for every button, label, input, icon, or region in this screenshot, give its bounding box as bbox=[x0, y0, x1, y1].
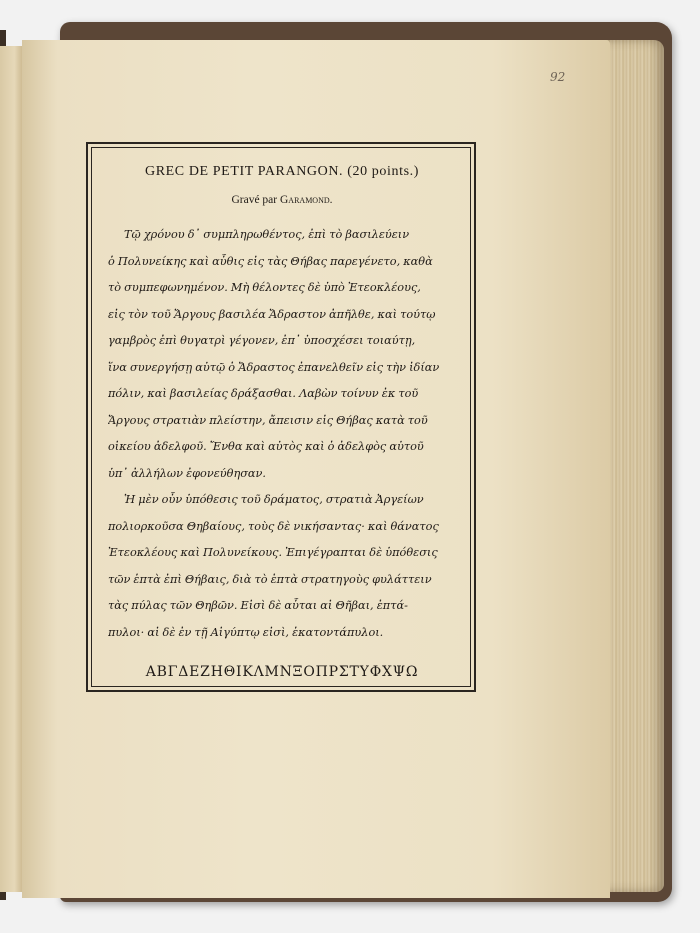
text-line: οἰκείου ἀδελφοῦ. Ἔνθα καὶ αὐτὸς καὶ ὁ ἀδελφὸς αὐτοῦ bbox=[108, 440, 424, 453]
text-line: τὸ συμπεφωνημένον. Μὴ θέλοντες δὲ ὑπὸ Ἐτεοκλέους, bbox=[108, 281, 421, 294]
specimen-title: GREC DE PETIT PARANGON. (20 points.) bbox=[144, 164, 419, 179]
text-line: πολιορκοῦσα Θηβαίους, τοὺς δὲ νικήσαντας· καὶ θάνατος bbox=[108, 519, 439, 533]
subtitle-prefix: Gravé par bbox=[231, 194, 278, 206]
greek-text-block bbox=[108, 222, 456, 646]
specimen-subtitle bbox=[108, 192, 456, 208]
text-line: ἵνα συνεργήσῃ αὐτῷ ὁ Ἄδραστος ἐπανελθεῖν εἰς τὴν ἰδίαν bbox=[108, 360, 440, 374]
text-line: γαμβρὸς ἐπὶ θυγατρὶ γέγονεν, ἐπ᾽ ὑποσχέσει τοιαύτῃ, bbox=[108, 334, 416, 347]
specimen-frame bbox=[86, 142, 476, 692]
text-line: τὰς πύλας τῶν Θηβῶν. Εἰσὶ δὲ αὗται αἱ Θῆβαι, ἑπτά- bbox=[108, 599, 408, 612]
text-line: τῶν ἑπτὰ ἐπὶ Θήβαις, διὰ τὸ ἑπτὰ στρατηγοὺς φυλάττειν bbox=[108, 572, 432, 586]
greek-alphabet: ΑΒΓΔΕΖΗΘΙΚΛΜΝΞΟΠΡΣΤΥΦΧΨΩ bbox=[145, 664, 419, 680]
text-line: Ἄργους στρατιὰν πλείστην, ἄπεισιν εἰς Θήβας κατὰ τοῦ bbox=[108, 413, 428, 427]
text-line: πόλιν, καὶ βασιλείας δράξασθαι. Λαβὼν τοίνυν ἐκ τοῦ bbox=[108, 387, 419, 400]
engraver-name: Garamond. bbox=[280, 194, 333, 206]
text-line: εἰς τὸν τοῦ Ἄργους βασιλέα Ἄδραστον ἀπῆλθε, καὶ τούτῳ bbox=[108, 307, 436, 321]
text-line: Ἡ μὲν οὖν ὑπόθεσις τοῦ δράματος, στρατιὰ Ἀργείων bbox=[124, 493, 424, 506]
text-line: Ἐτεοκλέους καὶ Πολυνείκους. Ἐπιγέγραπται δὲ ὑπόθεσις bbox=[108, 546, 438, 559]
text-line: πυλοι· αἱ δὲ ἐν τῇ Αἰγύπτῳ εἰσὶ, ἑκατοντάπυλοι. bbox=[108, 625, 384, 639]
specimen-content bbox=[108, 162, 456, 682]
text-line: ὁ Πολυνείκης καὶ αὖθις εἰς τὰς Θήβας παρεγένετο, καθὰ bbox=[108, 254, 433, 268]
text-line: Τῷ χρόνου δ᾽ συμπληρωθέντος, ἐπὶ τὸ βασιλεύειν bbox=[124, 228, 410, 241]
text-line: ὑπ᾽ ἀλλήλων ἐφονεύθησαν. bbox=[108, 466, 267, 480]
page-number: 92 bbox=[550, 70, 566, 84]
